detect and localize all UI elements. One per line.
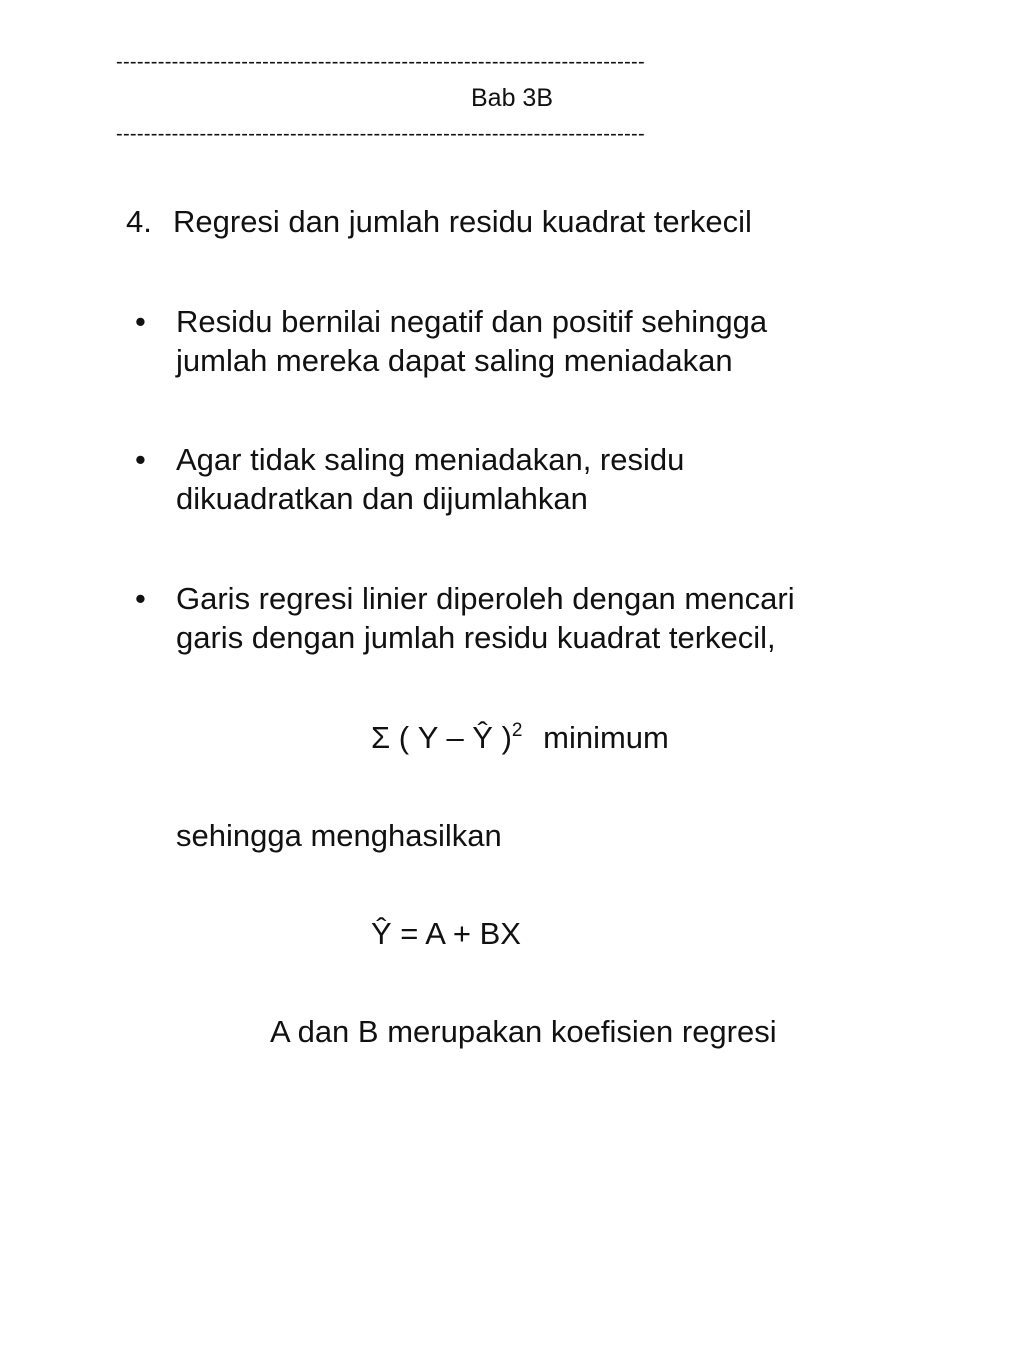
section-number: 4. xyxy=(126,204,152,239)
formula-minimum xyxy=(371,718,669,762)
bullet-marker: • xyxy=(135,304,146,339)
regression-formula: Ŷ = A + BX xyxy=(371,916,521,951)
result-text: sehingga menghasilkan xyxy=(176,818,502,853)
bullet-text-line: dikuadratkan dan dijumlahkan xyxy=(176,481,588,516)
bullet-text-line: Residu bernilai negatif dan positif sehingga xyxy=(176,304,768,339)
formula-exponent: 2 xyxy=(511,720,523,741)
bullet-text-line: Agar tidak saling meniadakan, residu xyxy=(176,442,685,477)
bullet-text-line: garis dengan jumlah residu kuadrat terkecil, xyxy=(176,620,776,655)
bullet-text-line: Garis regresi linier diperoleh dengan mencari xyxy=(176,581,795,616)
header-rule-bottom: ---------------------------------------------------------------------------- xyxy=(116,124,645,144)
bullet-text-line: jumlah mereka dapat saling meniadakan xyxy=(176,343,733,378)
chapter-title: Bab 3B xyxy=(470,84,553,112)
bullet-marker: • xyxy=(135,442,146,477)
bullet-marker: • xyxy=(135,581,146,616)
formula-expression: Σ ( Y – Ŷ ) xyxy=(371,720,512,755)
formula-label: minimum xyxy=(543,720,669,755)
coefficient-note: A dan B merupakan koefisien regresi xyxy=(270,1014,777,1049)
section-title: Regresi dan jumlah residu kuadrat terkecil xyxy=(173,204,752,239)
header-rule-top: ---------------------------------------------------------------------------- xyxy=(116,52,645,72)
